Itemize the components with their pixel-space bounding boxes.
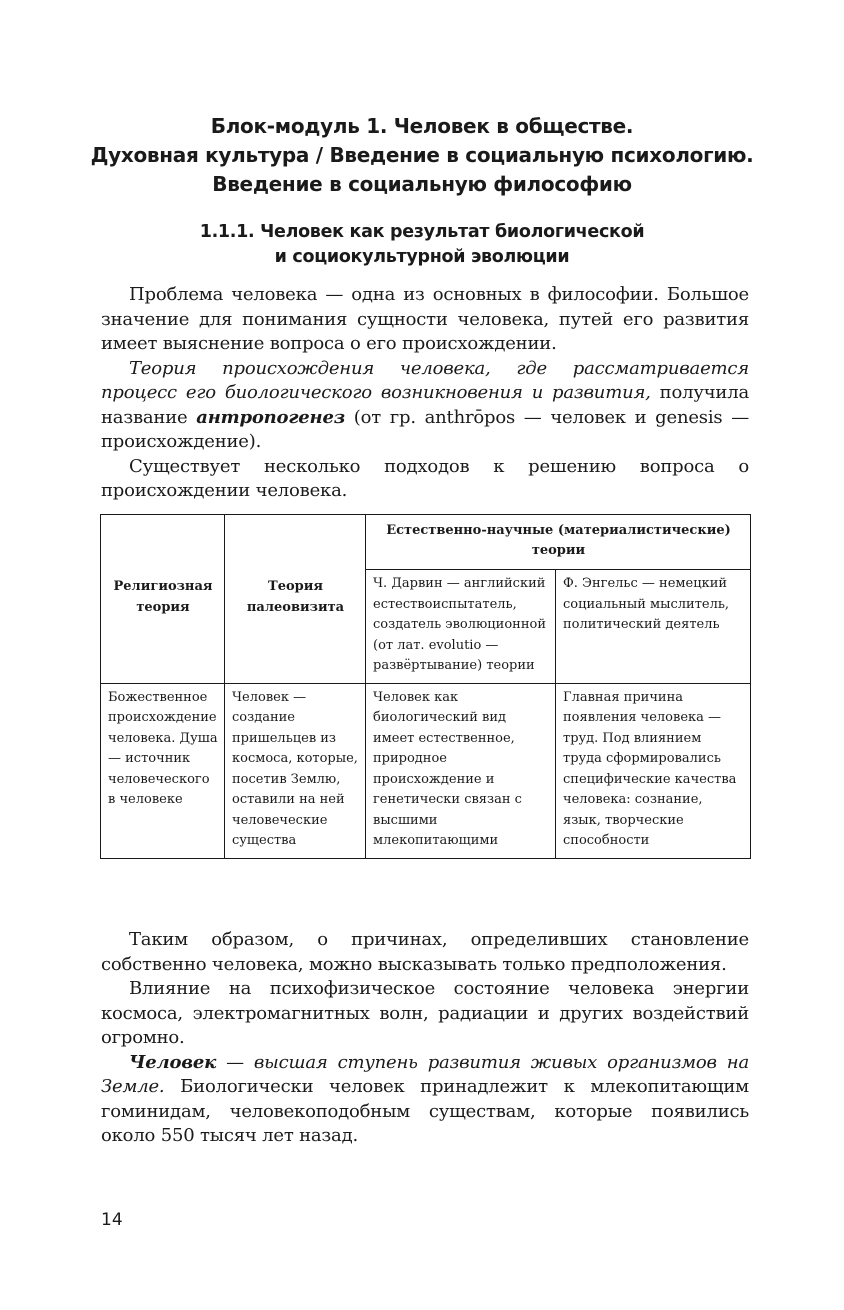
chapter-title-line-3: Введение в социальную философию [212,172,632,196]
section-title-line-2: и социокультурной эволюции [274,247,570,267]
human-definition: — высшая ступень развития живых организмов на Земле. [101,1051,749,1097]
human-biology: Биологически человек принадлежит к млекопитающим гоминидам, человекоподобным существам, которые появились около 550 тысяч лет назад. [101,1076,749,1146]
header-religious-theory: Религиозная теория [101,515,225,684]
intro-text [101,283,749,504]
header-darwin: Ч. Дарвин — английский естествоиспытатель, создатель эволюционной (от лат. evolutio — развёртывание) теории [366,570,556,684]
anthropogenesis-etymology: (от гр. anthrōpos — человек и genesis — происхождение). [101,406,749,452]
cell-engels: Главная причина появления человека — труд. Под влиянием труда сформировались специфические качества человека: сознание, язык, творческие способности [556,683,751,858]
cell-religious: Божественное происхождение человека. Душа — источник человеческого в человеке [101,683,225,858]
anthropogenesis-term: антропогенез [196,406,345,428]
header-paleovisit-theory: Теория палеовизита [225,515,366,684]
anthropogenesis-connector: получила название [101,382,749,428]
chapter-title [60,112,784,199]
human-term: Человек [129,1051,217,1073]
paragraph-influence: Влияние на психофизическое состояние человека энергии космоса, электромагнитных волн, радиации и других воздействий огромно. [101,978,749,1048]
header-natural-science-theories: Естественно-научные (материалистические) теории [366,515,751,570]
origin-theories-table [100,514,751,859]
cell-paleovisit: Человек — создание пришельцев из космоса, которые, посетив Землю, оставили на ней человеческие существа [225,683,366,858]
table-row [101,683,751,858]
chapter-title-line-2: Духовная культура / Введение в социальную психологию. [90,143,754,167]
paragraph-human-definition [101,1051,749,1149]
header-engels: Ф. Энгельс — немецкий социальный мыслитель, политический деятель [556,570,751,684]
paragraph-anthropogenesis [101,357,749,455]
table-header-row-1 [101,515,751,570]
section-title [60,220,784,270]
anthropogenesis-definition: Теория происхождения человека, где рассматривается процесс его биологического возникновения и развития, [101,357,749,403]
paragraph-assumptions: Таким образом, о причинах, определивших становление собственно человека, можно высказывать только предположения. [101,929,749,975]
page-number: 14 [101,1210,123,1230]
cell-darwin: Человек как биологический вид имеет естественное, природное происхождение и генетически связан с высшими млекопитающими [366,683,556,858]
chapter-title-line-1: Блок-модуль 1. Человек в обществе. [210,114,634,138]
conclusion-text [101,928,749,1149]
paragraph-problem: Проблема человека — одна из основных в философии. Большое значение для понимания сущности человека, путей его развития имеет выяснение вопроса о его происхождении. [101,284,749,354]
paragraph-approaches: Существует несколько подходов к решению вопроса о происхождении человека. [101,455,749,501]
section-title-line-1: 1.1.1. Человек как результат биологической [199,222,645,242]
